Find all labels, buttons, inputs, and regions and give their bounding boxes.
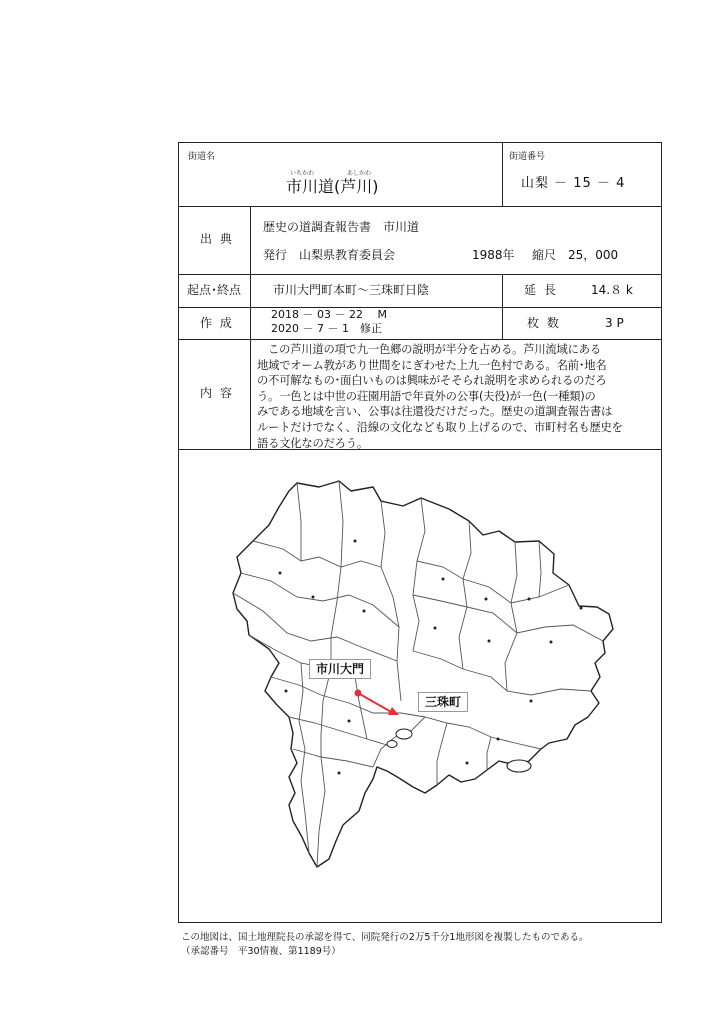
divider: [179, 339, 661, 340]
content-line: ルートだけでなく、沿線の文化なども取り上げるので、市町村名も歴史を: [257, 420, 623, 434]
route-start-marker: [355, 690, 362, 697]
road-name: 市川道(芦川): [286, 177, 379, 196]
ruby-ichikawa: いちかわ: [290, 170, 315, 177]
map-label-ichikawadaimon: 市川大門: [309, 659, 371, 679]
lake-icon: [387, 741, 397, 748]
created-date: 2018 － 03 － 22 M: [271, 308, 387, 321]
municipal-borders: [233, 481, 603, 867]
map-label-mitama: 三珠町: [418, 692, 468, 712]
lake-icon: [507, 760, 531, 772]
created-label: 作 成: [200, 316, 234, 330]
pages-value: 3 P: [605, 316, 624, 330]
road-number-label: 街道番号: [509, 152, 546, 162]
route-value: 市川大門町本町～三珠町日陰: [273, 283, 430, 297]
ruby-ashikawa: あしかわ: [347, 170, 372, 177]
road-number: 山梨 － 15 － 4: [521, 176, 626, 191]
content-line: 地域でオーム教があり世間をにぎわせた上九一色村である。名前･地名: [257, 358, 607, 372]
content-line: この芦川道の項で九一色郷の説明が半分を占める。芦川流域にある: [268, 343, 601, 356]
divider: [502, 143, 503, 206]
divider: [179, 206, 661, 207]
length-label: 延 長: [524, 283, 558, 297]
length-value: 14.８ k: [591, 283, 633, 297]
content-line: 語る文化なのだろう。: [257, 436, 368, 450]
road-name-label: 街道名: [188, 152, 216, 162]
route-line: [358, 693, 393, 713]
source-label: 出 典: [200, 232, 234, 246]
pages-label: 枚 数: [527, 316, 561, 330]
lake-icon: [396, 729, 412, 739]
source-title: 歴史の道調査報告書 市川道: [263, 220, 420, 234]
content-text: [257, 342, 655, 451]
divider: [179, 274, 661, 275]
town-markers: [279, 540, 583, 775]
source-scale: 縮尺 25，000: [532, 248, 619, 262]
source-year: 1988年: [472, 248, 515, 262]
revised-date: 2020 － 7 － 1 修正: [271, 322, 382, 335]
content-label: 内 容: [200, 386, 234, 400]
divider: [502, 274, 503, 339]
divider: [179, 307, 661, 308]
source-publisher: 発行 山梨県教育委員会: [263, 248, 396, 262]
map-approval-number: （承認番号 平30情複、第1189号）: [181, 946, 341, 957]
route-label: 起点･終点: [187, 283, 242, 297]
content-line: みである地域を言い、公事は往還役だけだった。歴史の道調査報告書は: [257, 405, 613, 419]
content-line: う。一色とは中世の荘園用語で年貢外の公事(夫役)が一色(一種類)の: [257, 389, 596, 403]
content-line: の不可解なもの･面白いものは興味がそそられ説明を求められるのだろ: [257, 374, 607, 388]
record-card: [178, 142, 662, 923]
divider: [250, 206, 251, 449]
route-map: [179, 450, 660, 920]
map-approval-note: この地図は、国土地理院長の承認を得て、同院発行の2万5千分1地形図を複製したものである。: [181, 932, 589, 943]
